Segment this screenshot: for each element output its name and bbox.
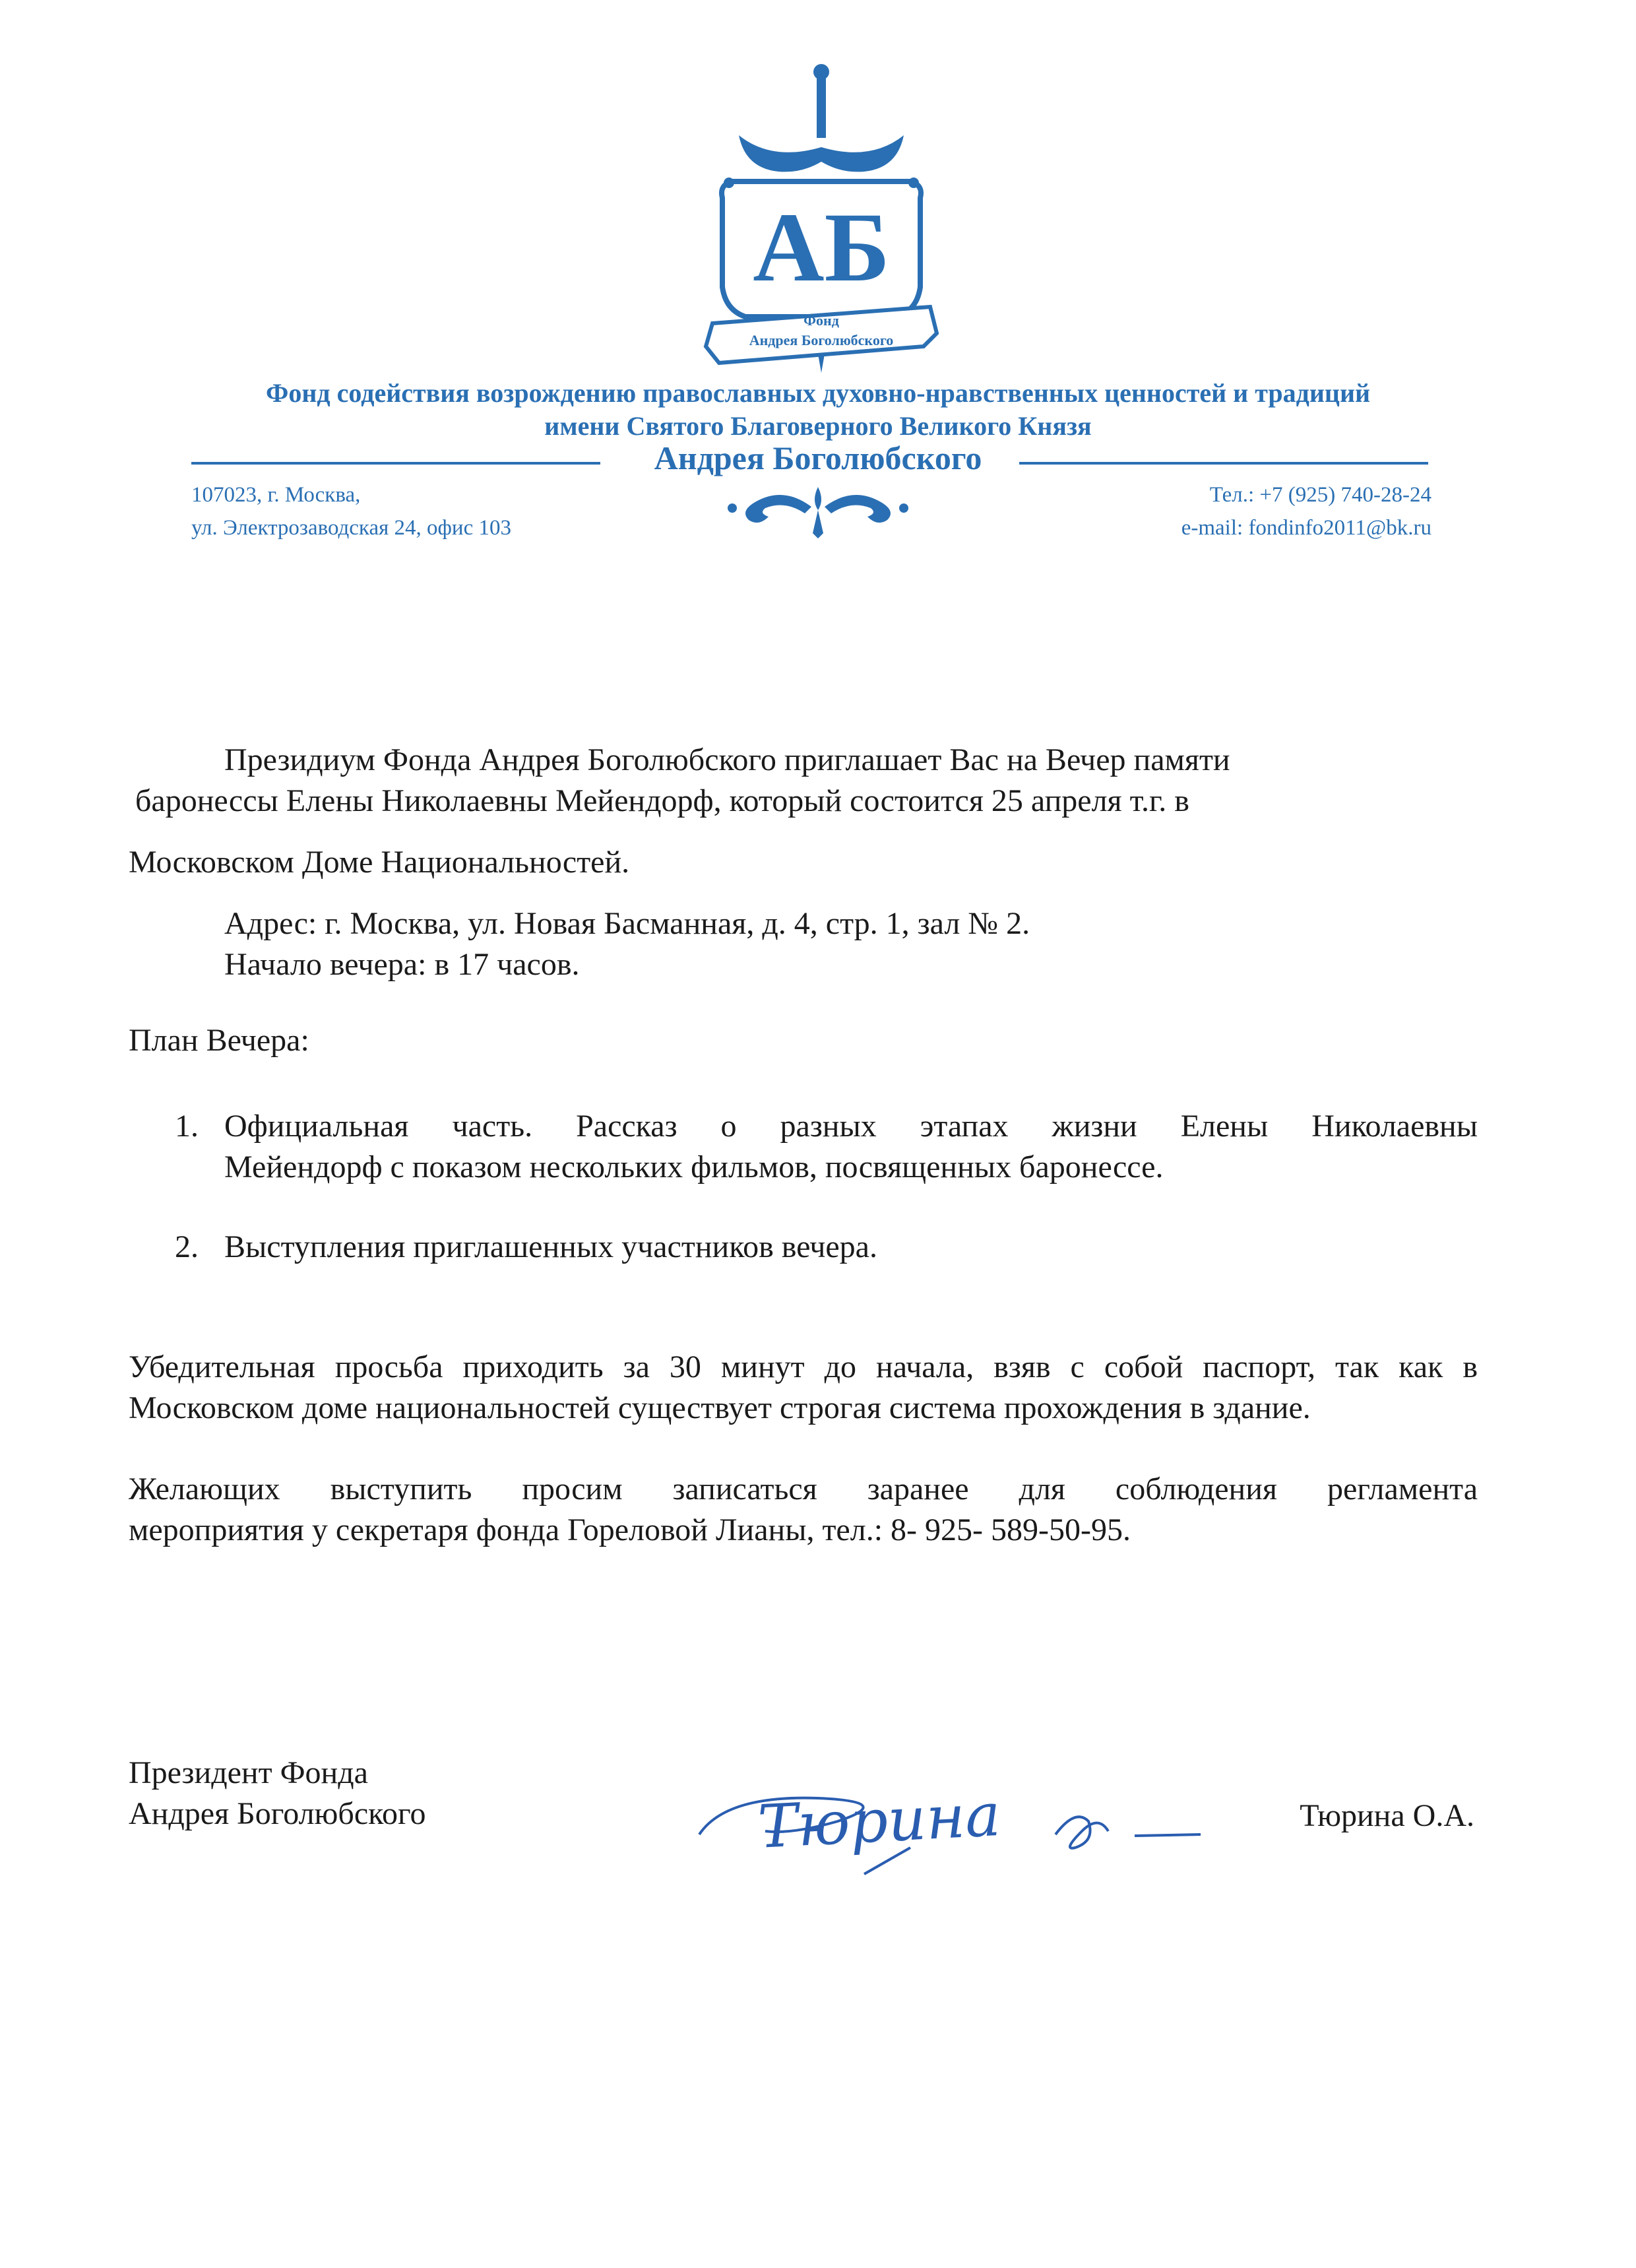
header-rule-right bbox=[1019, 462, 1428, 465]
foundation-logo bbox=[699, 63, 943, 376]
plan-item-line: Выступления приглашенных участников вечера. bbox=[224, 1229, 877, 1264]
speakers-line1: Желающих выступить просим записаться заранее для соблюдения регламента bbox=[129, 1472, 1478, 1507]
intro-line1: Президиум Фонда Андрея Боголюбского приглашает Вас на Вечер памяти bbox=[224, 742, 1230, 777]
logo-ribbon-line2: Андрея Боголюбского bbox=[749, 332, 894, 348]
phone: Тел.: +7 (925) 740-28-24 bbox=[1209, 483, 1432, 507]
plan-item-number: 1. bbox=[175, 1109, 199, 1144]
sword-grip bbox=[817, 79, 826, 138]
intro-line2: баронессы Елены Николаевны Мейендорф, который состоится 25 апреля т.г. в bbox=[135, 783, 1189, 818]
request-line2: Московском доме национальностей существует строгая система прохождения в здание. bbox=[129, 1390, 1311, 1425]
speakers-line2: мероприятия у секретаря фонда Гореловой Лианы, тел.: 8- 925- 589-50-95. bbox=[129, 1512, 1131, 1547]
plan-item-number: 2. bbox=[175, 1229, 199, 1264]
signer-title-line2: Андрея Боголюбского bbox=[129, 1796, 426, 1831]
foundation-name-line3: Андрея Боголюбского bbox=[654, 439, 982, 476]
signature-text: Тюрина bbox=[756, 1780, 1003, 1862]
address-line2: ул. Электрозаводская 24, офис 103 bbox=[191, 516, 511, 540]
intro-line3: Московском Доме Национальностей. bbox=[129, 845, 630, 880]
handwritten-signature bbox=[686, 1768, 1234, 1881]
plan-item-line: Мейендорф с показом нескольких фильмов, посвященных баронессе. bbox=[224, 1150, 1164, 1184]
sword-crossguard bbox=[739, 135, 904, 172]
request-line1: Убедительная просьба приходить за 30 минут до начала, взяв с собой паспорт, так как в bbox=[129, 1349, 1478, 1384]
foundation-name-line1: Фонд содействия возрождению православных духовно-нравственных ценностей и традиций bbox=[265, 378, 1371, 408]
signer-title-line1: Президент Фонда bbox=[129, 1755, 368, 1790]
ornament-icon bbox=[719, 480, 917, 540]
address-line1: 107023, г. Москва, bbox=[191, 483, 361, 507]
event-start-time: Начало вечера: в 17 часов. bbox=[224, 947, 580, 982]
foundation-name-line2: имени Святого Благоверного Великого Князя bbox=[544, 411, 1092, 441]
event-address: Адрес: г. Москва, ул. Новая Басманная, д. 4, стр. 1, зал № 2. bbox=[224, 906, 1030, 941]
email-link[interactable]: e-mail: fondinfo2011@bk.ru bbox=[1181, 516, 1432, 540]
plan-item-line: Официальная часть. Рассказ о разных этапах жизни Елены Николаевны bbox=[224, 1109, 1478, 1144]
sword-pommel bbox=[813, 64, 829, 80]
logo-ribbon-line1: Фонд bbox=[803, 312, 839, 329]
logo-monogram: АБ bbox=[753, 193, 890, 302]
signer-name: Тюрина О.А. bbox=[1300, 1798, 1474, 1833]
plan-heading: План Вечера: bbox=[129, 1023, 309, 1058]
